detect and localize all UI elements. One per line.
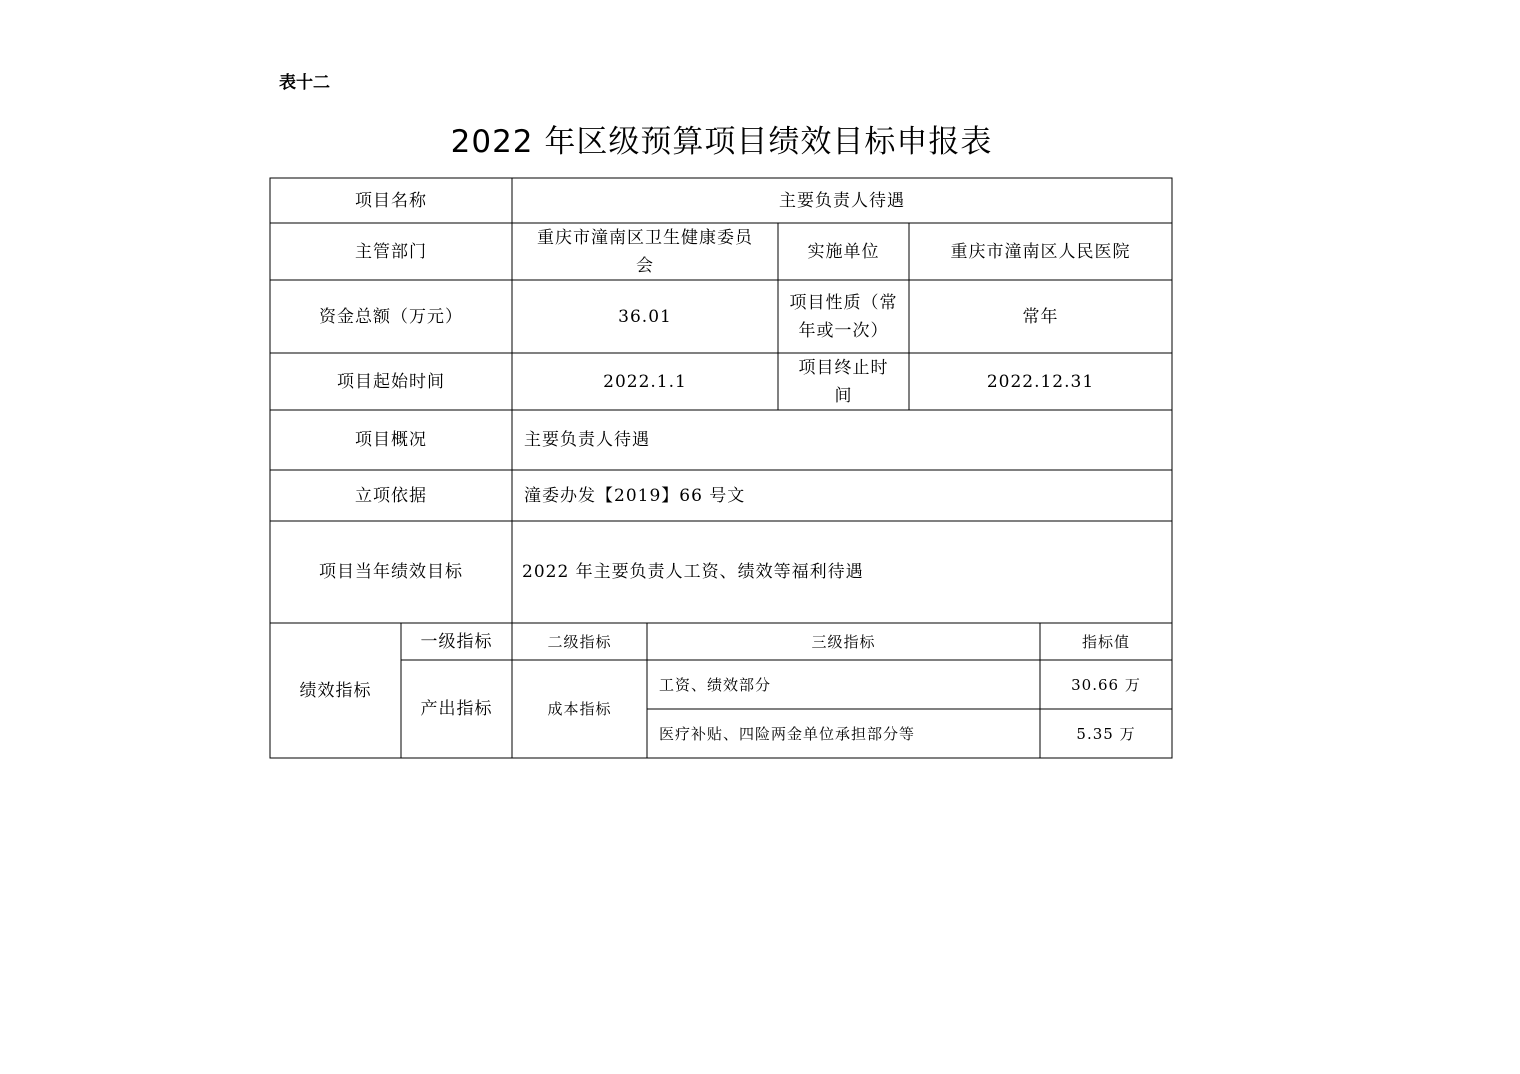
- dept-value: 重庆市潼南区卫生健康委员会: [537, 227, 753, 276]
- indicator-row-2-value: 5.35 万: [1076, 724, 1136, 743]
- overview-value: 主要负责人待遇: [524, 430, 650, 450]
- basis-value: 潼委办发【2019】66 号文: [524, 485, 746, 506]
- indicators-section-label: 绩效指标: [299, 680, 372, 701]
- level1-value: 产出指标: [420, 699, 493, 719]
- fund-total-value: 36.01: [618, 306, 672, 327]
- end-time-label: 项目终止时间: [798, 357, 889, 406]
- indicator-row-2-level3: 医疗补贴、四险两金单位承担部分等: [659, 724, 916, 743]
- indicator-row-1-level3: 工资、绩效部分: [659, 675, 772, 694]
- impl-unit-label: 实施单位: [807, 241, 880, 262]
- project-nature-label: 项目性质（常年或一次）: [789, 292, 898, 341]
- table-number-label: 表十二: [279, 73, 330, 93]
- level3-header: 三级指标: [811, 632, 876, 651]
- level1-header: 一级指标: [420, 631, 493, 652]
- project-nature-value: 常年: [1022, 306, 1059, 327]
- start-time-value: 2022.1.1: [603, 371, 687, 392]
- end-time-value: 2022.12.31: [986, 371, 1095, 392]
- level2-header: 二级指标: [547, 632, 612, 651]
- basis-label: 立项依据: [355, 485, 427, 506]
- page-title: 2022 年区级预算项目绩效目标申报表: [450, 124, 993, 160]
- overview-label: 项目概况: [355, 430, 427, 450]
- project-name-label: 项目名称: [355, 190, 427, 211]
- indicator-row-1-value: 30.66 万: [1071, 675, 1141, 694]
- dept-label: 主管部门: [355, 241, 427, 262]
- project-name-value: 主要负责人待遇: [779, 190, 905, 211]
- goal-value: 2022 年主要负责人工资、绩效等福利待遇: [522, 562, 864, 582]
- start-time-label: 项目起始时间: [337, 371, 445, 392]
- goal-label: 项目当年绩效目标: [319, 562, 463, 582]
- impl-unit-value: 重庆市潼南区人民医院: [950, 241, 1131, 262]
- level2-value: 成本指标: [547, 700, 612, 718]
- indicator-value-header: 指标值: [1081, 632, 1130, 651]
- fund-total-label: 资金总额（万元）: [319, 306, 463, 327]
